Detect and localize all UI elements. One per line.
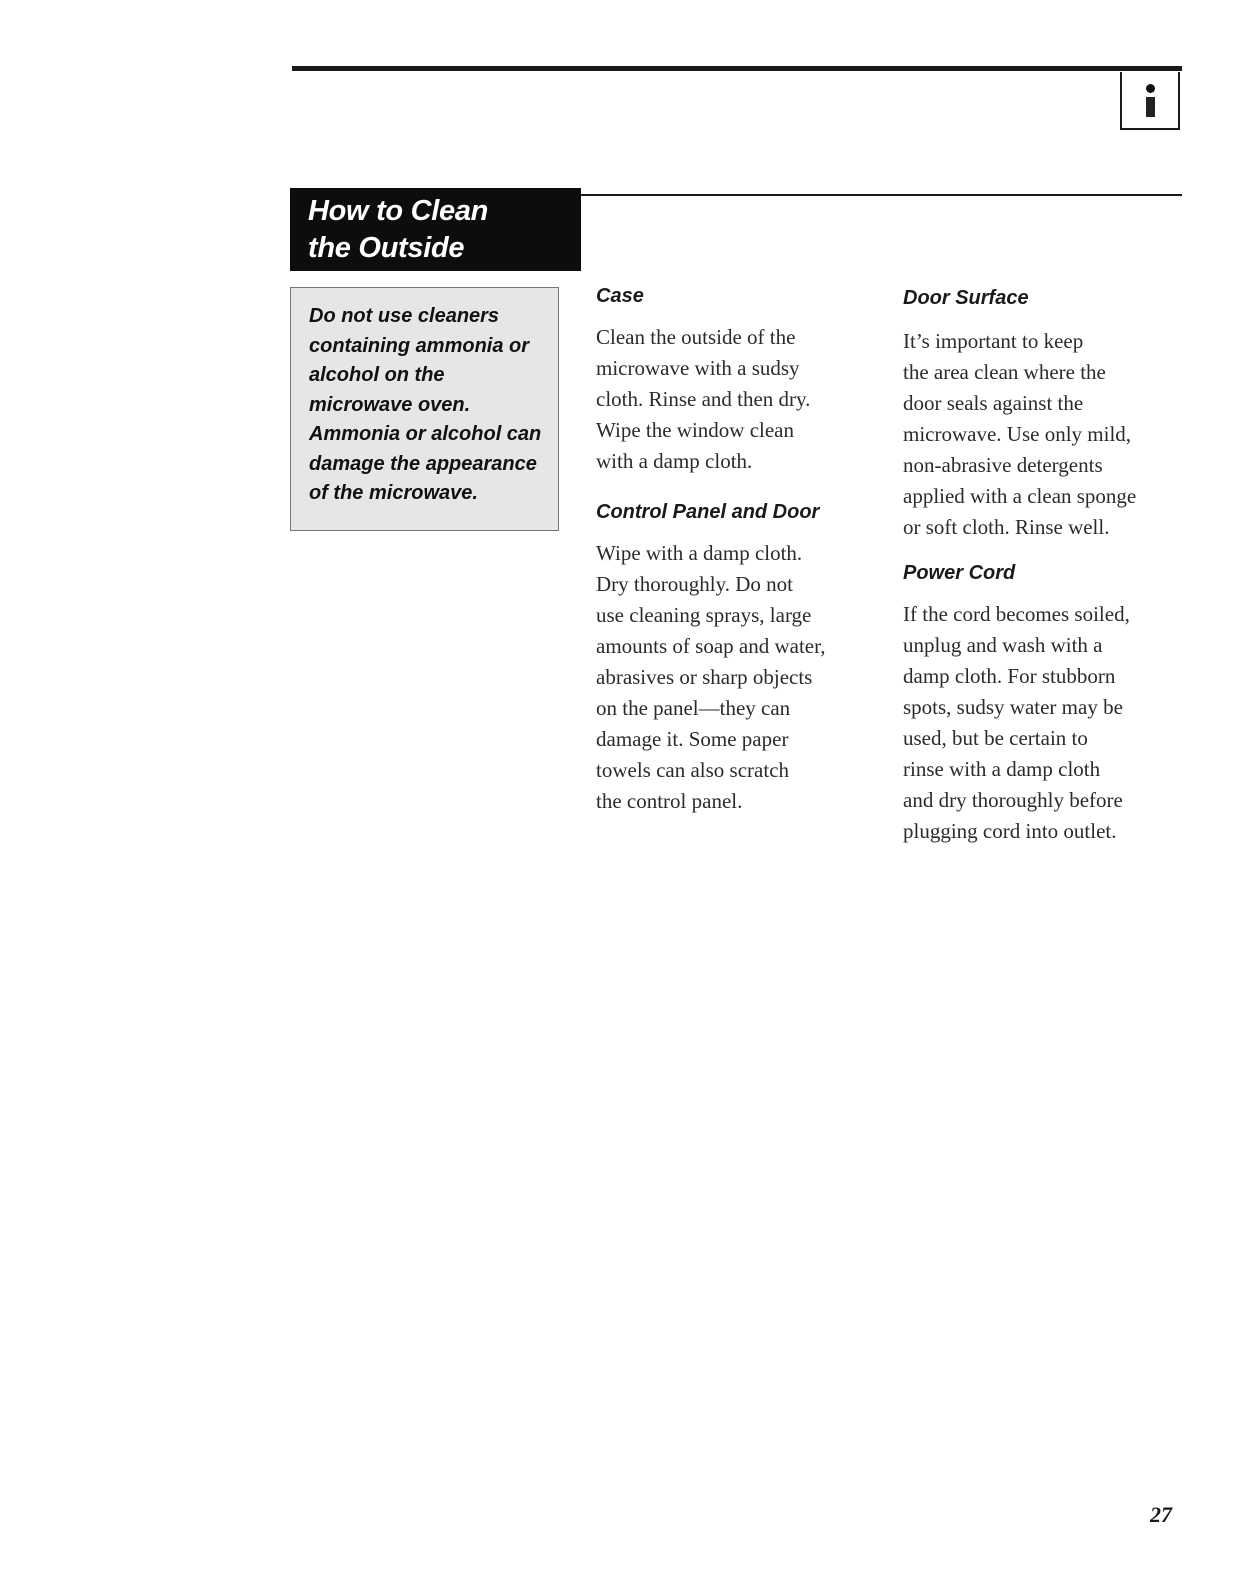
section-title bbox=[290, 188, 581, 271]
text-line: rinse with a damp cloth bbox=[903, 757, 1101, 781]
text-line: with a damp cloth. bbox=[596, 449, 753, 473]
warning-line: damage the appearance bbox=[309, 452, 537, 475]
text-line: use cleaning sprays, large bbox=[596, 603, 812, 627]
case-heading: Case bbox=[596, 285, 644, 307]
text-line: the control panel. bbox=[596, 789, 743, 813]
text-line: non-abrasive detergents bbox=[903, 453, 1103, 477]
text-line: microwave with a sudsy bbox=[596, 356, 800, 380]
section-title-line: How to Clean bbox=[308, 195, 489, 227]
warning-line: microwave oven. bbox=[309, 393, 471, 416]
text-line: It’s important to keep bbox=[903, 329, 1084, 353]
text-line: If the cord becomes soiled, bbox=[903, 602, 1130, 626]
control-panel-text bbox=[596, 538, 886, 817]
column-left bbox=[596, 282, 886, 817]
header-rule bbox=[292, 66, 1182, 71]
text-line: spots, sudsy water may be bbox=[903, 695, 1123, 719]
case-text bbox=[596, 322, 886, 477]
text-line: towels can also scratch bbox=[596, 758, 790, 782]
text-line: Wipe with a damp cloth. bbox=[596, 541, 803, 565]
warning-line: containing ammonia or bbox=[309, 334, 530, 357]
text-line: used, but be certain to bbox=[903, 726, 1088, 750]
power-cord-text bbox=[903, 599, 1203, 847]
text-line: damage it. Some paper bbox=[596, 727, 789, 751]
text-line: applied with a clean sponge bbox=[903, 484, 1137, 508]
door-surface-heading: Door Surface bbox=[903, 287, 1029, 309]
info-icon-dot bbox=[1146, 84, 1155, 93]
info-icon bbox=[1120, 72, 1180, 130]
text-line: or soft cloth. Rinse well. bbox=[903, 515, 1110, 539]
text-line: amounts of soap and water, bbox=[596, 634, 826, 658]
text-line: plugging cord into outlet. bbox=[903, 819, 1117, 843]
text-line: door seals against the bbox=[903, 391, 1084, 415]
info-icon-stem bbox=[1146, 97, 1155, 117]
power-cord-heading: Power Cord bbox=[903, 562, 1016, 584]
warning-line: Do not use cleaners bbox=[309, 305, 500, 327]
section-rule bbox=[580, 194, 1182, 196]
text-line: and dry thoroughly before bbox=[903, 788, 1123, 812]
warning-box bbox=[290, 287, 559, 531]
text-line: abrasives or sharp objects bbox=[596, 665, 813, 689]
text-line: damp cloth. For stubborn bbox=[903, 664, 1116, 688]
text-line: cloth. Rinse and then dry. bbox=[596, 387, 811, 411]
text-line: unplug and wash with a bbox=[903, 633, 1103, 657]
warning-line: alcohol on the bbox=[309, 364, 445, 386]
text-line: Clean the outside of the bbox=[596, 325, 796, 349]
text-line: microwave. Use only mild, bbox=[903, 422, 1132, 446]
text-line: on the panel—they can bbox=[596, 696, 791, 720]
warning-line: of the microwave. bbox=[309, 482, 478, 504]
text-line: Wipe the window clean bbox=[596, 418, 795, 442]
section-title-line: the Outside bbox=[308, 232, 465, 264]
warning-line: Ammonia or alcohol can bbox=[309, 423, 542, 445]
page-number: 27 bbox=[1150, 1502, 1172, 1527]
control-panel-heading: Control Panel and Door bbox=[596, 501, 820, 523]
text-line: the area clean where the bbox=[903, 360, 1106, 384]
column-right bbox=[903, 284, 1203, 847]
text-line: Dry thoroughly. Do not bbox=[596, 572, 793, 596]
door-surface-text bbox=[903, 326, 1203, 543]
